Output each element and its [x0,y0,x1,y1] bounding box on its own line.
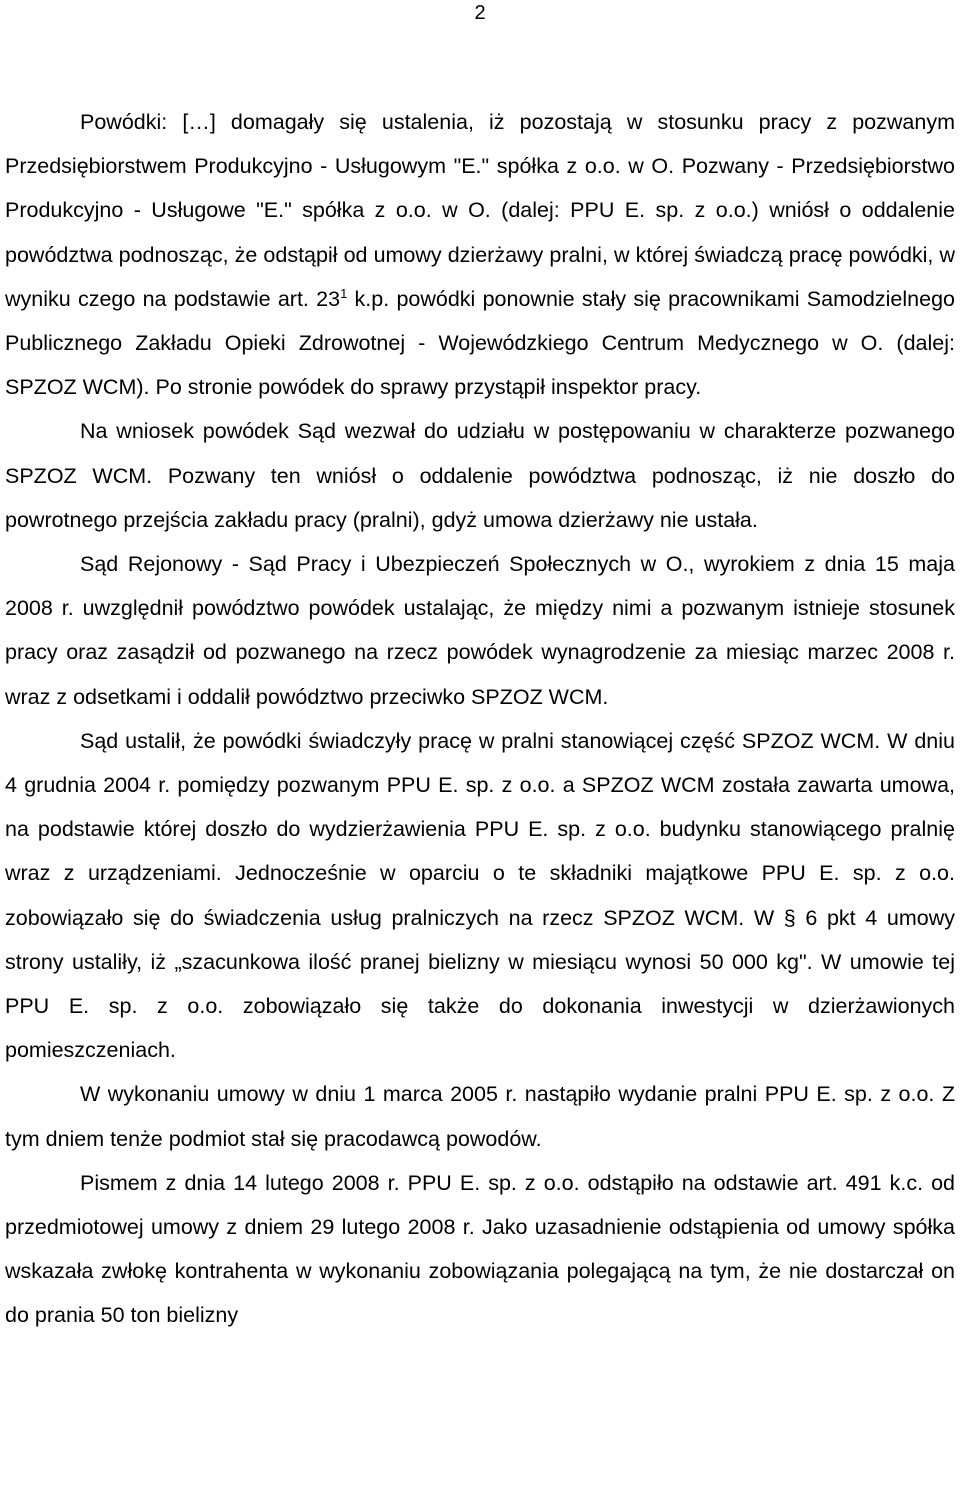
footnote-superscript: 1 [340,285,348,301]
paragraph-3: Sąd Rejonowy - Sąd Pracy i Ubezpieczeń Społecznych w O., wyrokiem z dnia 15 maja 2008 r. uwzględnił powództwo powódek ustalając, że między nimi a pozwanym istnieje stosunek pracy oraz zasądził od pozwanego na rzecz powódek wynagrodzenie za miesiąc marzec 2008 r. wraz z odsetkami i oddalił powództwo przeciwko SPZOZ WCM. [5,552,955,709]
paragraph-2: Na wniosek powódek Sąd wezwał do udziału w postępowaniu w charakterze pozwanego SPZOZ WCM. Pozwany ten wniósł o oddalenie powództwa podnosząc, iż nie doszło do powrotnego przejścia zakładu pracy (pralni), gdyż umowa dzierżawy nie ustała. [5,419,955,532]
paragraph-1-text-cont: k.p. powódki ponownie stały się pracownikami Samodzielnego Publicznego Zakładu Opieki Zdrowotnej - Wojewódzkiego Centrum Medycznego w O. (dalej: SPZOZ WCM). Po stronie powódek do sprawy przystąpił inspektor pracy. [5,286,955,400]
paragraph-1-text: Powódki: […] domagały się ustalenia, iż pozostają w stosunku pracy z pozwanym Przedsiębiorstwem Produkcyjno - Usługowym "E." spółka z o.o. w O. Pozwany - Przedsiębiorstwo Produkcyjno - Usługowe "E." spółka z o.o. w O. (dalej: PPU E. sp. z o.o.) wniósł o oddalenie powództwa podnosząc, że odstąpił od umowy dzierżawy pralni, w której świadczą pracę powódki, w wyniku czego na podstawie art. 23 [5,110,955,311]
paragraph-5: W wykonaniu umowy w dniu 1 marca 2005 r. nastąpiło wydanie pralni PPU E. sp. z o.o. Z tym dniem tenże podmiot stał się pracodawcą powodów. [5,1082,955,1151]
document-body [5,100,955,1338]
page-number: 2 [474,2,486,24]
paragraph-1 [5,100,955,409]
paragraph-6: Pismem z dnia 14 lutego 2008 r. PPU E. sp. z o.o. odstąpiło na odstawie art. 491 k.c. od przedmiotowej umowy z dniem 29 lutego 2008 r. Jako uzasadnienie odstąpienia od umowy spółka wskazała zwłokę kontrahenta w wykonaniu zobowiązania polegającą na tym, że nie dostarczał on do prania 50 ton bielizny [5,1170,955,1328]
paragraph-4: Sąd ustalił, że powódki świadczyły pracę w pralni stanowiącej część SPZOZ WCM. W dniu 4 grudnia 2004 r. pomiędzy pozwanym PPU E. sp. z o.o. a SPZOZ WCM została zawarta umowa, na podstawie której doszło do wydzierżawienia PPU E. sp. z o.o. budynku stanowiącego pralnię wraz z urządzeniami. Jednocześnie w oparciu o te składniki majątkowe PPU E. sp. z o.o. zobowiązało się do świadczenia usług pralniczych na rzecz SPZOZ WCM. W § 6 pkt 4 umowy strony ustaliły, iż „szacunkowa ilość pranej bielizny w miesiącu wynosi 50 000 kg". W umowie tej PPU E. sp. z o.o. zobowiązało się także do dokonania inwestycji w dzierżawionych pomieszczeniach. [5,728,955,1063]
